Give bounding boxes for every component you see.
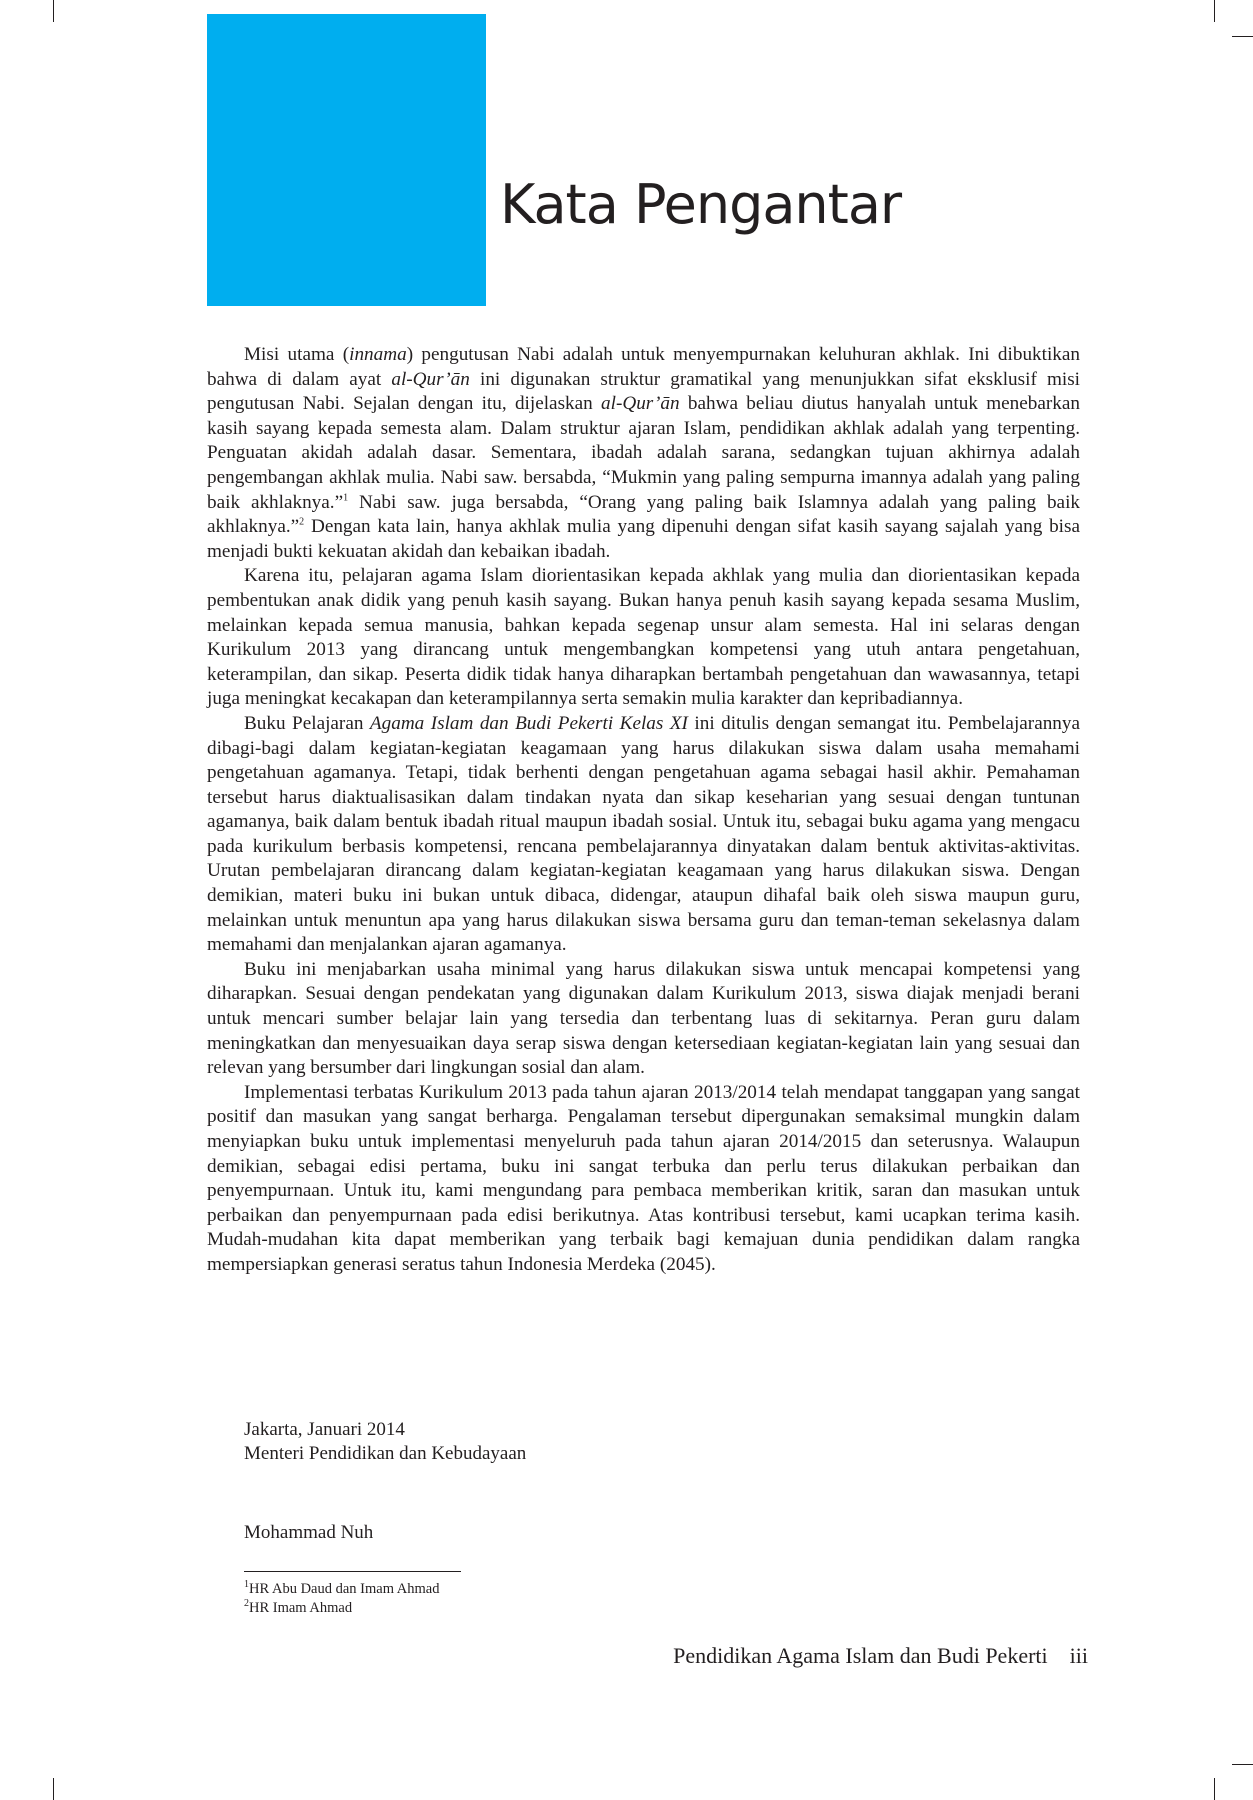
closing-block <box>244 1418 526 1466</box>
crop-mark-top-right-h <box>1232 36 1253 37</box>
p3-text-a: Buku Pelajaran <box>244 712 370 734</box>
p1-text-e: Nabi saw. juga bersabda, “Orang yang paling baik Islamnya adalah yang paling baik akhlaknya.” <box>207 491 1081 538</box>
paragraph-1 <box>207 343 1080 564</box>
p1-text-b: ) pengutusan Nabi adalah untuk menyempurnakan keluhuran akhlak. Ini dibuktikan bahwa di dalam ayat <box>207 344 1080 390</box>
paragraph-3 <box>207 712 1080 958</box>
footnotes <box>244 1580 440 1618</box>
p1-text-d: bahwa beliau diutus hanyalah untuk menebarkan kasih sayang kepada semesta alam. Dalam struktur ajaran Islam, pendidikan akhlak adalah yang terpenting. Penguatan akidah adalah dasar. Sementara, ibadah adalah sarana, sedangkan tujuan akhirnya adalah pengembangan akhlak mulia. Nabi saw. bersabda, “Mukmin yang paling sempurna imannya adalah yang paling baik akhlaknya.” <box>207 393 1080 513</box>
place-date: Jakarta, Januari 2014 <box>244 1419 405 1440</box>
footnote-2-number: 2 <box>244 1598 249 1610</box>
footnote-ref-2: 2 <box>299 516 305 528</box>
body-text <box>207 343 1080 1278</box>
footnote-ref-1: 1 <box>343 492 349 504</box>
p3-text-b: ini ditulis dengan semangat itu. Pembelajarannya dibagi-bagi dalam kegiatan-kegiatan keagamaan yang harus dilakukan siswa dalam usaha memahami pengetahuan agamanya. Tetapi, tidak berhenti dengan pengetahuan agama sebagai hasil akhir. Pemahaman tersebut harus diaktualisasikan dalam tindakan nyata dan sikap keseharian yang sesuai dengan tuntunan agamanya, baik dalam bentuk ibadah ritual maupun ibadah sosial. Untuk itu, sebagai buku agama yang mengacu pada kurikulum berbasis kompetensi, rencana pembelajarannya dinyatakan dalam bentuk aktivitas-aktivitas. Urutan pembelajaran dirancang dalam kegiatan-kegiatan keagamaan yang harus dilakukan siswa. Dengan demikian, materi buku ini bukan untuk dibaca, didengar, ataupun dihafal baik oleh siswa maupun guru, melainkan untuk menuntun apa yang harus dilakukan siswa bersama guru dan teman-teman sekelasnya dalam memahami dan menjalankan ajaran agamanya. <box>207 712 1081 956</box>
paragraph-4: Buku ini menjabarkan usaha minimal yang harus dilakukan siswa untuk mencapai kompetensi yang diharapkan. Sesuai dengan pendekatan yang digunakan dalam Kurikulum 2013, siswa diajak menjadi berani untuk mencari sumber belajar lain yang tersedia dan terbentang luas di sekitarnya. Peran guru dalam meningkatkan dan menyesuaikan daya serap siswa dengan ketersediaan kegiatan-kegiatan lain yang sesuai dan relevan yang bersumber dari lingkungan sosial dan alam. <box>207 958 1080 1079</box>
signer-position: Menteri Pendidikan dan Kebudayaan <box>244 1443 527 1464</box>
p1-text-a: Misi utama ( <box>244 344 350 365</box>
paragraph-5: Implementasi terbatas Kurikulum 2013 pada tahun ajaran 2013/2014 telah mendapat tanggapan yang sangat positif dan masukan yang sangat berharga. Pengalaman tersebut dipergunakan semaksimal mungkin dalam menyiapkan buku untuk implementasi menyeluruh pada tahun ajaran 2014/2015 dan seterusnya. Walaupun demikian, sebagai edisi pertama, buku ini sangat terbuka dan perlu terus dilakukan perbaikan dan penyempurnaan. Untuk itu, kami mengundang para pembaca memberikan kritik, saran dan masukan untuk perbaikan dan penyempurnaan pada edisi berikutnya. Atas kontribusi tersebut, kami ucapkan terima kasih. Mudah-mudahan kita dapat memberikan yang terbaik bagi kemajuan dunia pendidikan dalam rangka mempersiapkan generasi seratus tahun Indonesia Merdeka (2045). <box>207 1081 1080 1275</box>
p1-text-c: ini digunakan struktur gramatikal yang menunjukkan sifat eksklusif misi pengutusan Nabi. Sejalan dengan itu, dijelaskan <box>207 368 1081 415</box>
signer-name: Mohammad Nuh <box>244 1522 374 1543</box>
page-footer <box>673 1643 1088 1669</box>
footnote-1-number: 1 <box>244 1579 249 1591</box>
page-number: iii <box>1069 1643 1088 1668</box>
page-title: Kata Pengantar <box>500 173 902 236</box>
crop-mark-top-left <box>53 0 54 22</box>
p1-italic-b: al-Qur’ān <box>391 368 470 390</box>
accent-block <box>207 14 486 306</box>
p1-italic-c: al-Qur’ān <box>601 393 680 415</box>
p1-text-f: Dengan kata lain, hanya akhlak mulia yang dipenuhi dengan sifat kasih sayang sajalah yang bisa menjadi bukti kekuatan akidah dan kebaikan ibadah. <box>207 516 1080 562</box>
footnote-2-text: HR Imam Ahmad <box>249 1600 353 1616</box>
footnote-1-text: HR Abu Daud dan Imam Ahmad <box>249 1581 440 1597</box>
crop-mark-bottom-right-h <box>1232 1764 1253 1765</box>
p3-italic-a: Agama Islam dan Budi Pekerti Kelas XI <box>369 712 688 734</box>
paragraph-2: Karena itu, pelajaran agama Islam diorientasikan kepada akhlak yang mulia dan diorientasikan kepada pembentukan anak didik yang penuh kasih sayang. Bukan hanya penuh kasih sayang kepada sesama Muslim, melainkan kepada semua manusia, bahkan kepada segenap unsur alam semesta. Hal ini selaras dengan Kurikulum 2013 yang dirancang untuk mengembangkan kompetensi yang utuh antara pengetahuan, keterampilan, dan sikap. Peserta didik tidak hanya diharapkan bertambah pengetahuan dan wawasannya, tetapi juga meningkat kecakapan dan keterampilannya serta semakin mulia karakter dan kepribadiannya. <box>207 565 1080 710</box>
footnote-divider <box>244 1571 461 1572</box>
footer-book-title: Pendidikan Agama Islam dan Budi Pekerti <box>673 1643 1048 1668</box>
crop-mark-bottom-right-v <box>1214 1778 1215 1800</box>
crop-mark-bottom-left <box>53 1778 54 1800</box>
footnote-1 <box>244 1580 440 1599</box>
footnote-2 <box>244 1599 440 1618</box>
p1-italic-a: innama <box>349 344 407 365</box>
crop-mark-top-right-v <box>1214 0 1215 22</box>
